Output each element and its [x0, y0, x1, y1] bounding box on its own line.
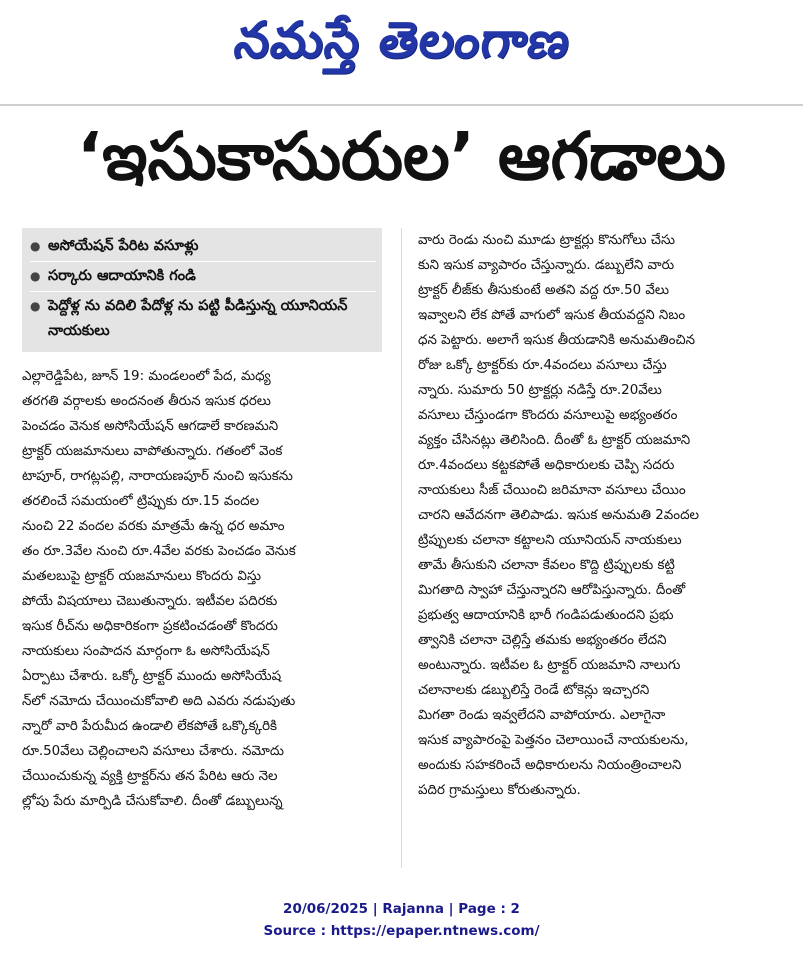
text-line: చేయించుకున్న వ్యక్తి ట్రాక్టర్‌ను తన పేరిట ఆరు నెల	[22, 769, 278, 784]
top-divider	[0, 104, 803, 106]
article-column-right	[418, 228, 784, 803]
text-line: ప్రభుత్వ ఆదాయానికి భారీ గండిపడుతుందని ప్రభు	[418, 608, 674, 623]
highlights-box	[22, 228, 382, 352]
edition-info: 20/06/2025 | Rajanna | Page : 2	[283, 901, 520, 917]
text-line: నుంచి 22 వందల వరకు మాత్రమే ఉన్న ధర అమాం	[22, 519, 285, 534]
text-line: నాయకులు సంపాదన మార్గంగా ఓ అసోసియేషన్	[22, 644, 270, 659]
text-line: తరగతి వర్గాలకు అందనంత తీరున ఇసుక ధరలు	[22, 394, 271, 409]
text-line: ఇవ్వాలని లేక పోతే వాగులో ఇసుక తీయవద్దని నిబం	[418, 308, 686, 323]
text-line: తరలించే సమయంలో ట్రిప్పుకు రూ.15 వందల	[22, 494, 260, 509]
text-line: మిగతాది స్వాహా చేస్తున్నారని ఆరోపిస్తున్నారు. దీంతో	[418, 583, 686, 598]
page-footer	[0, 898, 803, 942]
text-line: పెంచడం వెనుక అసోసియేషన్ ఆగడాలే కారణమని	[22, 419, 279, 434]
column-divider	[401, 228, 402, 868]
text-line: పోయే విషయాలు చెబుతున్నారు. ఇటీవల పదిరకు	[22, 594, 278, 609]
highlight-item	[30, 262, 376, 292]
text-line: న్నారు. సుమారు 50 ట్రాక్టర్లు నడిస్తే రూ.20వేలు	[418, 383, 662, 398]
source-link[interactable]: Source : https://epaper.ntnews.com/	[263, 923, 540, 939]
masthead	[0, 0, 803, 92]
text-line: అందుకు సహకరించే అధికారులను నియంత్రించాలని	[418, 758, 682, 773]
text-line: ఇసుక వ్యాపారంపై పెత్తనం చెలాయించే నాయకులను,	[418, 733, 689, 748]
highlight-item	[30, 292, 376, 346]
text-line: చలానాలకు డబ్బులిస్తే రెండే టోకెన్లు ఇచ్చారని	[418, 683, 650, 698]
text-line: వసూలు చేస్తుండగా కొందరు వసూలుపై అభ్యంతరం	[418, 408, 678, 423]
text-line: నాయకులు సీజ్ చేయించి జరిమానా వసూలు చేయిం	[418, 483, 686, 498]
article-headline: ‘ఇసుకాసురుల’ ఆగడాలు	[77, 117, 726, 195]
text-line: పదిర గ్రామస్తులు కోరుతున్నారు.	[418, 783, 581, 798]
text-line: రూ.50వేలు చెల్లించాలని వసూలు చేశారు. నమోదు	[22, 744, 284, 759]
text-line: మిగతా రెండు ఇవ్వలేదని వాపోయారు. ఎలాగైనా	[418, 708, 666, 723]
highlight-text: అసోయేషన్ పేరిట వసూళ్లు	[48, 238, 199, 254]
bullet-icon: ●	[30, 269, 41, 283]
text-line: ట్రాక్టర్ యజమానులు వాపోతున్నారు. గతంలో వెంక	[22, 444, 283, 459]
bullet-icon: ●	[30, 299, 41, 313]
newspaper-logo: నమస్తే తెలంగాణ	[230, 10, 575, 69]
text-line: చారని ఆవేదనగా తెలిపాడు. ఇసుక అనుమతి 2వందల	[418, 508, 700, 523]
text-line: ట్రిప్పులకు చలానా కట్టాలని యూనియన్ నాయకులు	[418, 533, 682, 548]
highlight-text: పెద్దోళ్ల ను వదిలి పేదోళ్ల ను పట్టి పీడిస్తున్న యూనియన్ నాయకులు	[48, 298, 348, 339]
highlight-text: సర్కారు ఆదాయానికి గండి	[48, 268, 196, 284]
text-line: త్వానికి చలానా చెల్లిస్తే తమకు అభ్యంతరం లేదని	[418, 633, 667, 648]
text-line: వ్యక్తం చేసినట్లు తెలిసింది. దీంతో ఓ ట్రాక్టర్ యజమాని	[418, 433, 691, 448]
text-line: ఇసుక రీచ్‌ను అధికారికంగా ప్రకటించడంతో కొందరు	[22, 619, 278, 634]
text-line: న్నారో వారి పేరుమీద ఉండాలి లేకపోతే ఒక్కొక్కరికి	[22, 719, 278, 734]
bullet-icon: ●	[30, 239, 41, 253]
text-line: మతలబుపై ట్రాక్టర్ యజమానులు కొందరు విస్తు	[22, 569, 261, 584]
text-line: వారు రెండు నుంచి మూడు ట్రాక్టర్లు కొనుగోలు చేసు	[418, 233, 676, 248]
text-line: టాపూర్, రాగట్లపల్లి, నారాయణపూర్ నుంచి ఇసుకను	[22, 469, 293, 484]
text-line: తామే తీసుకుని చలానా కేవలం కొద్ది ట్రిప్పులకు కట్టి	[418, 558, 675, 573]
article-column-left	[22, 364, 388, 814]
text-line: కుని ఇసుక వ్యాపారం చేస్తున్నారు. డబ్బులేని వారు	[418, 258, 675, 273]
text-line: ట్రాక్టర్ లీజ్‌కు తీసుకుంటే అతని వద్ద రూ.50 వేలు	[418, 283, 670, 298]
text-line: ల్లోపు పేరు మార్పిడి చేసుకోవాలి. దీంతో డబ్బులున్న	[22, 794, 283, 809]
text-line: రోజు ఒక్కో ట్రాక్టర్‌కు రూ.4వందలు వసూలు చేస్తు	[418, 358, 667, 373]
text-line: ధన పెట్టారు. అలాగే ఇసుక తీయడానికి అనుమతించిన	[418, 333, 696, 348]
text-line: న్‌లో నమోదు చేయించుకోవాలి అది ఎవరు నడుపుతు	[22, 694, 296, 709]
text-line: ఎల్లారెడ్డిపేట, జూన్ 19: మండలంలో పేద, మధ్య	[22, 369, 271, 384]
text-line: తం రూ.3వేల నుంచి రూ.4వేల వరకు పెంచడం వెనుక	[22, 544, 296, 559]
text-line: ఏర్పాటు చేశారు. ఒక్కో ట్రాక్టర్ ముందు అసోసియేష	[22, 669, 282, 684]
highlight-item	[30, 232, 376, 262]
text-line: రూ.4వందలు కట్టకపోతే అధికారులకు చెప్పి సదరు	[418, 458, 675, 473]
text-line: అంటున్నారు. ఇటీవల ఓ ట్రాక్టర్ యజమాని నాలుగు	[418, 658, 681, 673]
